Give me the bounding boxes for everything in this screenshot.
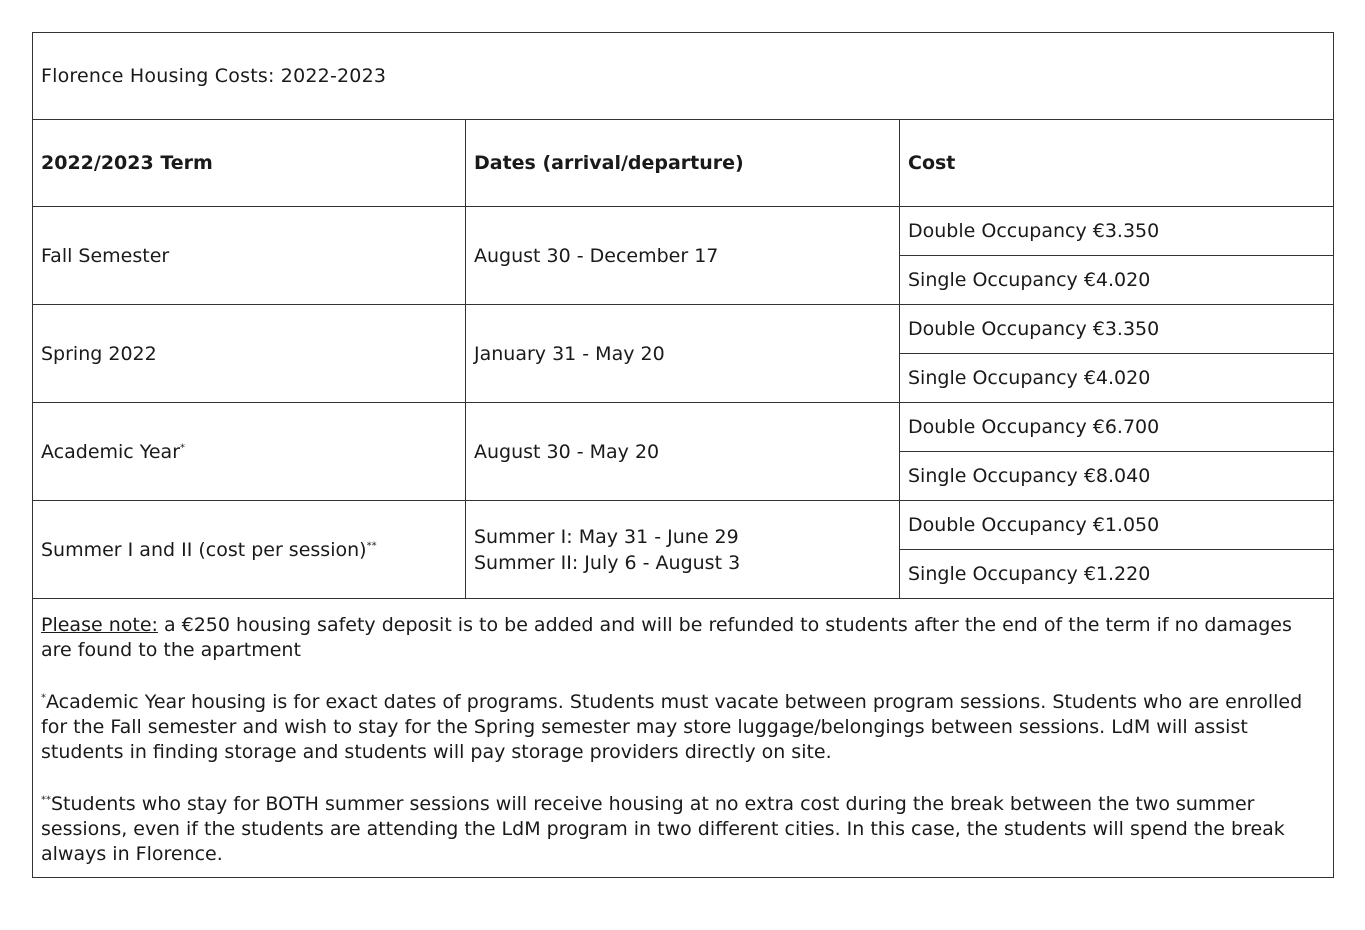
dates-cell	[466, 501, 900, 599]
single-occupancy-cost: Single Occupancy €8.040	[900, 452, 1334, 501]
double-occupancy-cost: Double Occupancy €3.350	[900, 305, 1334, 354]
dates-cell: August 30 - May 20	[466, 403, 900, 501]
header-row	[33, 120, 1334, 207]
housing-document	[32, 32, 1333, 878]
academic-note-marker: *	[41, 692, 46, 704]
term-name: Fall Semester	[41, 244, 170, 267]
table-row	[33, 403, 1334, 452]
housing-costs-table	[32, 32, 1334, 878]
term-cell	[33, 305, 466, 403]
notes-cell	[33, 599, 1334, 878]
page-title: Florence Housing Costs: 2022-2023	[33, 33, 1334, 120]
double-occupancy-cost: Double Occupancy €6.700	[900, 403, 1334, 452]
summer-one-dates: Summer I: May 31 - June 29	[474, 525, 739, 548]
academic-year-note	[41, 690, 1325, 765]
term-cell	[33, 207, 466, 305]
term-cell	[33, 403, 466, 501]
summer-note	[41, 792, 1325, 867]
term-name: Spring 2022	[41, 342, 157, 365]
term-name: Summer I and II (cost per session)	[41, 538, 367, 561]
table-row	[33, 501, 1334, 550]
please-note-text: a €250 housing safety deposit is to be added and will be refunded to students after the end of the term if no damages are found to the apartment	[41, 614, 1292, 661]
term-name: Academic Year	[41, 440, 181, 463]
please-note-label: Please note:	[41, 614, 158, 636]
header-term: 2022/2023 Term	[33, 120, 466, 207]
summer-note-marker: **	[41, 794, 51, 806]
term-marker: **	[366, 540, 377, 552]
deposit-note	[41, 613, 1325, 663]
single-occupancy-cost: Single Occupancy €1.220	[900, 550, 1334, 599]
single-occupancy-cost: Single Occupancy €4.020	[900, 354, 1334, 403]
academic-note-text: Academic Year housing is for exact dates of programs. Students must vacate between program sessions. Students who are enrolled for the Fall semester and wish to stay for the Spring semester may store luggage/belongings between sessions. LdM will assist students in finding storage and students will pay storage providers directly on site.	[41, 691, 1303, 763]
header-dates: Dates (arrival/departure)	[466, 120, 900, 207]
double-occupancy-cost: Double Occupancy €3.350	[900, 207, 1334, 256]
title-row	[33, 33, 1334, 120]
double-occupancy-cost: Double Occupancy €1.050	[900, 501, 1334, 550]
notes-row	[33, 599, 1334, 878]
summer-note-text: Students who stay for BOTH summer sessions will receive housing at no extra cost during the break between the two summer sessions, even if the students are attending the LdM program in two different cities. In this case, the students will spend the break always in Florence.	[41, 793, 1285, 865]
header-cost: Cost	[900, 120, 1334, 207]
dates-cell: August 30 - December 17	[466, 207, 900, 305]
term-cell	[33, 501, 466, 599]
term-marker: *	[180, 442, 186, 454]
table-row	[33, 207, 1334, 256]
single-occupancy-cost: Single Occupancy €4.020	[900, 256, 1334, 305]
summer-two-dates: Summer II: July 6 - August 3	[474, 551, 741, 574]
table-row	[33, 305, 1334, 354]
dates-cell: January 31 - May 20	[466, 305, 900, 403]
